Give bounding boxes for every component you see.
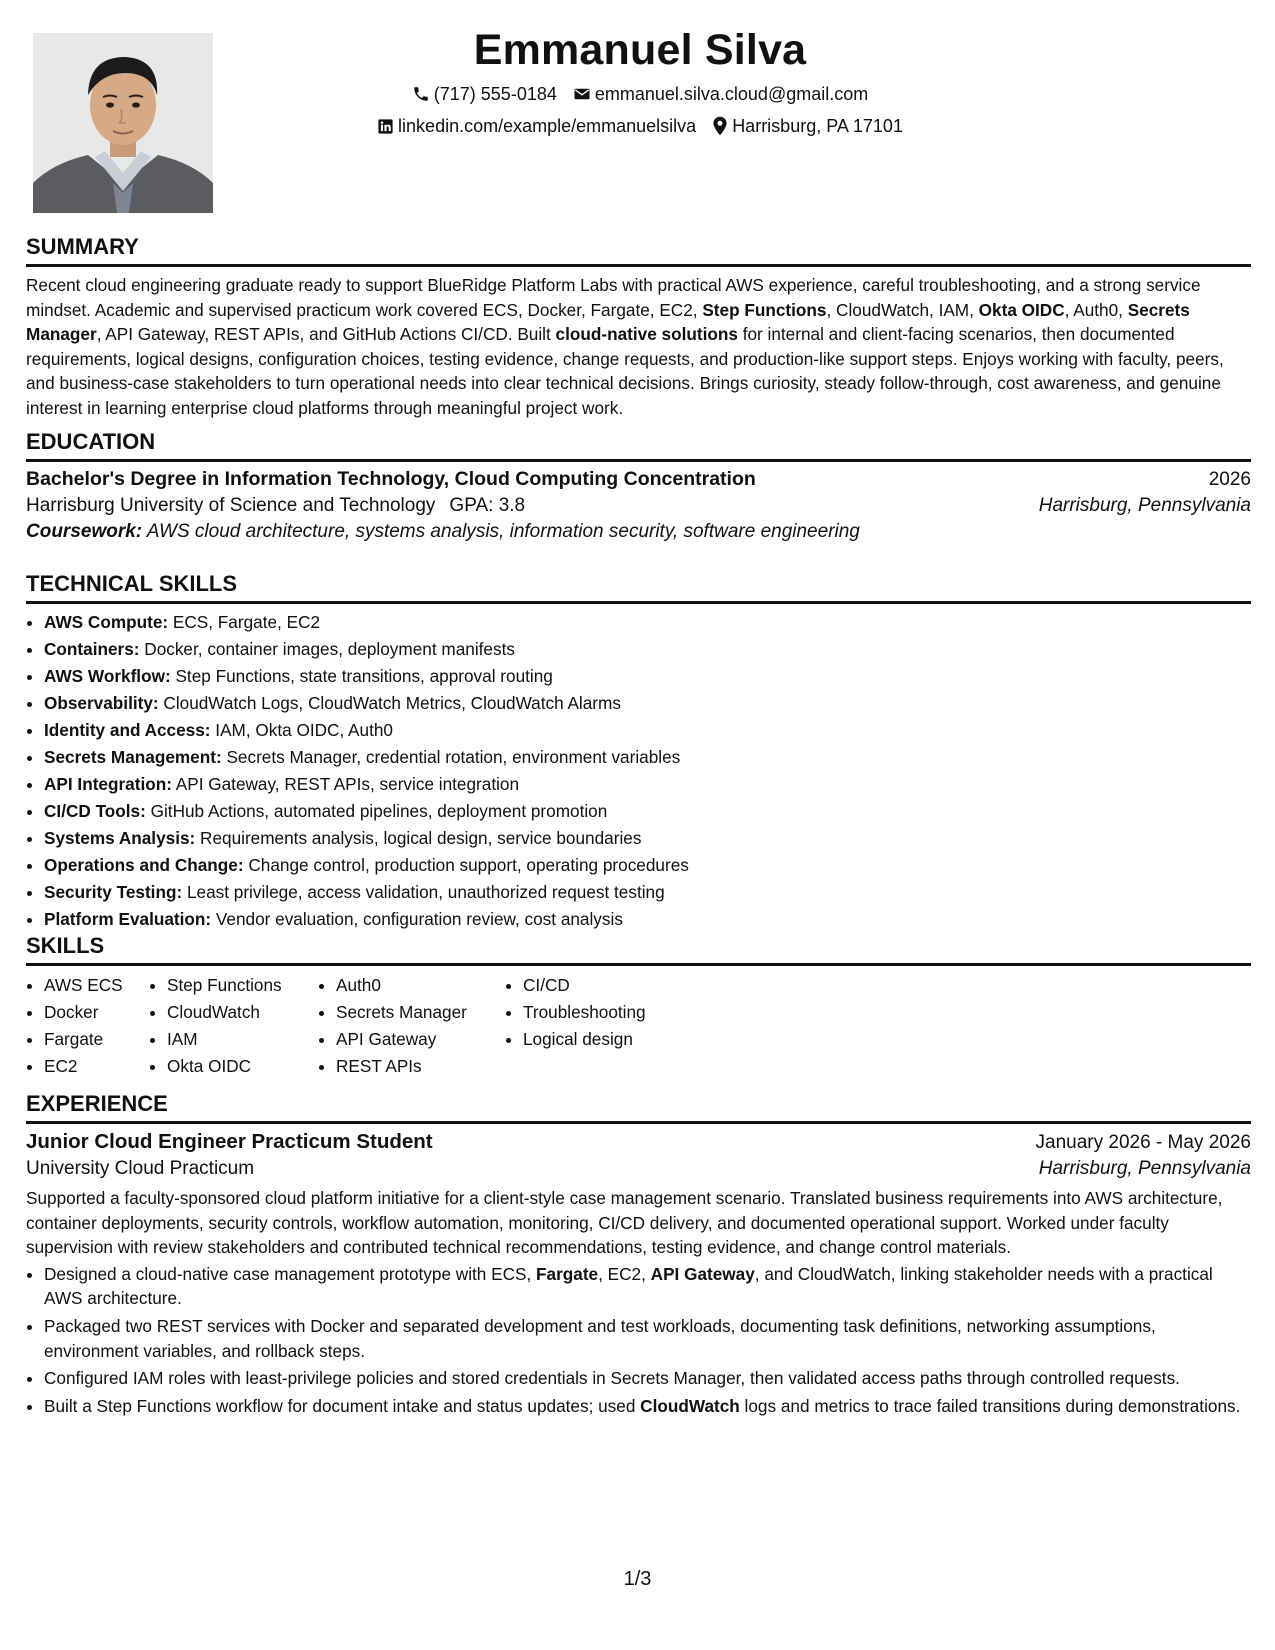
list-item: • Step Functions — [167, 972, 318, 999]
profile-photo — [33, 33, 213, 213]
linkedin-text[interactable]: linkedin.com/example/emmanuelsilva — [398, 116, 697, 136]
skill-category-value: Docker, container images, deployment manifests — [139, 639, 515, 659]
skills-heading: SKILLS — [26, 933, 1251, 966]
skill-category-value: CloudWatch Logs, CloudWatch Metrics, CloudWatch Alarms — [158, 693, 621, 713]
list-item — [44, 744, 1251, 771]
education-location: Harrisburg, Pennsylvania — [1038, 495, 1251, 516]
map-pin-icon — [712, 116, 728, 136]
text-segment: , API Gateway, REST APIs, and GitHub Actions CI/CD. Built — [96, 324, 556, 345]
text-segment: , Auth0, — [1064, 299, 1128, 320]
list-item — [44, 879, 1251, 906]
list-item — [44, 771, 1251, 798]
institution-name: Harrisburg University of Science and Technology — [26, 495, 436, 516]
job-bullets — [26, 1262, 1251, 1419]
skill-category-label: Platform Evaluation: — [44, 909, 212, 929]
list-item — [44, 1366, 1251, 1391]
text-segment: , EC2, — [598, 1263, 651, 1284]
job-summary: Supported a faculty-sponsored cloud platform initiative for a client-style case management scenario. Translated business requirements into AWS architecture, container deployments, security controls, workflow automation, monitoring, CI/CD delivery, and documented operational support. Worked under faculty supervision with review stakeholders and contributed technical recommendations, testing evidence, and change control materials. — [26, 1188, 1223, 1258]
technical-skills-list — [26, 609, 1251, 933]
location-contact — [712, 110, 903, 142]
skill-category-value: Step Functions, state transitions, approval routing — [170, 666, 553, 686]
list-item: • CloudWatch — [167, 999, 318, 1026]
text-segment: Packaged two REST services with Docker and separated development and test workloads, documenting task definitions, networking assumptions, environment variables, and rollback steps. — [44, 1315, 1156, 1361]
education-row-2 — [26, 495, 1251, 517]
skill-category-value: Vendor evaluation, configuration review, cost analysis — [211, 909, 623, 929]
skill-category-label: API Integration: — [44, 774, 172, 794]
skill-category-label: CI/CD Tools: — [44, 801, 146, 821]
skill-category-value: API Gateway, REST APIs, service integration — [171, 774, 520, 794]
experience-section — [26, 1091, 1251, 1421]
degree-title: Bachelor's Degree in Information Technology, Cloud Computing Concentration — [26, 468, 756, 490]
emphasis-text: Step Functions — [702, 299, 827, 320]
list-item — [44, 906, 1251, 933]
list-item: • Docker — [44, 999, 149, 1026]
institution-line — [26, 495, 525, 517]
skill-category-value: Change control, production support, operating procedures — [243, 855, 689, 875]
list-item: • Fargate — [44, 1026, 149, 1053]
technical-skills-heading: TECHNICAL SKILLS — [26, 571, 1251, 604]
emphasis-text: CloudWatch — [640, 1395, 740, 1416]
job-company-row — [26, 1158, 1251, 1180]
job-title: Junior Cloud Engineer Practicum Student — [26, 1130, 433, 1153]
emphasis-text: Secrets Manager — [26, 299, 1190, 345]
location-text: Harrisburg, PA 17101 — [732, 116, 903, 136]
job-dates: January 2026 - May 2026 — [1035, 1132, 1251, 1153]
skill-category-value: IAM, Okta OIDC, Auth0 — [210, 720, 393, 740]
job-location: Harrisburg, Pennsylvania — [1038, 1158, 1251, 1179]
skill-category-label: Observability: — [44, 693, 159, 713]
text-segment: , CloudWatch, IAM, — [826, 299, 979, 320]
skill-category-value: GitHub Actions, automated pipelines, deployment promotion — [145, 801, 608, 821]
skill-category-label: AWS Workflow: — [44, 666, 171, 686]
skill-category-label: AWS Compute: — [44, 612, 169, 632]
job-header-row — [26, 1130, 1251, 1154]
emphasis-text: API Gateway — [650, 1263, 755, 1284]
education-row-1 — [26, 468, 1251, 491]
text-segment: logs and metrics to trace failed transitions during demonstrations. — [739, 1395, 1241, 1416]
coursework-label: Coursework: — [26, 521, 143, 542]
text-segment: Built a Step Functions workflow for document intake and status updates; used — [44, 1395, 641, 1416]
skills-column — [149, 972, 318, 1080]
phone-contact — [412, 78, 557, 110]
emphasis-text: cloud-native solutions — [555, 324, 738, 345]
phone-icon — [412, 85, 430, 103]
linkedin-contact[interactable] — [377, 110, 696, 142]
text-segment: , and CloudWatch, linking stakeholder needs with a practical AWS architecture. — [44, 1263, 1213, 1309]
page-number: 1/3 — [623, 1568, 652, 1590]
experience-heading: EXPERIENCE — [26, 1091, 1251, 1124]
list-item: • Logical design — [523, 1026, 705, 1053]
job-company: University Cloud Practicum — [26, 1158, 255, 1179]
list-item: • Secrets Manager — [336, 999, 505, 1026]
list-item — [44, 825, 1251, 852]
skills-grid — [26, 972, 1251, 1080]
list-item: • IAM — [167, 1026, 318, 1053]
skill-category-value: Requirements analysis, logical design, service boundaries — [195, 828, 642, 848]
skill-category-label: Operations and Change: — [44, 855, 244, 875]
resume-header — [280, 22, 1000, 142]
email-contact[interactable] — [573, 78, 868, 110]
summary-text — [26, 273, 1251, 421]
list-item — [44, 690, 1251, 717]
list-item: • Okta OIDC — [167, 1053, 318, 1080]
list-item — [44, 852, 1251, 879]
list-item: • Auth0 — [336, 972, 505, 999]
skill-category-label: Identity and Access: — [44, 720, 211, 740]
summary-section — [26, 234, 1251, 421]
graduation-year: 2026 — [1208, 469, 1251, 490]
list-item: • CI/CD — [523, 972, 705, 999]
list-item — [44, 1314, 1251, 1363]
skill-category-label: Secrets Management: — [44, 747, 222, 767]
candidate-name: Emmanuel Silva — [473, 26, 807, 74]
coursework-line — [26, 521, 1251, 543]
list-item — [44, 663, 1251, 690]
skill-category-value: Least privilege, access validation, unauthorized request testing — [182, 882, 665, 902]
list-item: • EC2 — [44, 1053, 149, 1080]
text-segment: Designed a cloud-native case management prototype with ECS, — [44, 1263, 537, 1284]
linkedin-icon — [377, 118, 394, 135]
skill-category-value: Secrets Manager, credential rotation, environment variables — [221, 747, 681, 767]
list-item: • Troubleshooting — [523, 999, 705, 1026]
summary-heading: SUMMARY — [26, 234, 1251, 267]
email-text[interactable]: emmanuel.silva.cloud@gmail.com — [594, 84, 869, 104]
text-segment: Configured IAM roles with least-privilege policies and stored credentials in Secrets Manager, then validated access paths through controlled requests. — [44, 1368, 1180, 1389]
list-item: • API Gateway — [336, 1026, 505, 1053]
skill-category-label: Security Testing: — [44, 882, 183, 902]
coursework-text: AWS cloud architecture, systems analysis, information security, software engineering — [142, 521, 860, 542]
list-item — [44, 1394, 1251, 1419]
list-item: • AWS ECS — [44, 972, 149, 999]
skill-category-label: Containers: — [44, 639, 140, 659]
skills-section — [26, 933, 1251, 1080]
emphasis-text: Fargate — [536, 1263, 599, 1284]
gpa: GPA: 3.8 — [449, 495, 526, 516]
contact-line-1 — [280, 78, 1000, 110]
education-heading: EDUCATION — [26, 429, 1251, 462]
list-item — [44, 1262, 1251, 1311]
text-segment: Recent cloud engineering graduate ready to support BlueRidge Platform Labs with practical AWS experience, careful troubleshooting, and a strong service mindset. Academic and supervised practicum work covered ECS, Docker, Fargate, EC2, — [26, 275, 1201, 320]
envelope-icon — [573, 85, 591, 103]
phone-text: (717) 555-0184 — [433, 84, 557, 104]
skills-column — [26, 972, 149, 1080]
skill-category-label: Systems Analysis: — [44, 828, 196, 848]
education-section — [26, 429, 1251, 543]
emphasis-text: Okta OIDC — [978, 299, 1065, 320]
list-item — [44, 609, 1251, 636]
contact-line-2 — [280, 110, 1000, 142]
skills-column — [318, 972, 505, 1080]
list-item: • REST APIs — [336, 1053, 505, 1080]
skill-category-value: ECS, Fargate, EC2 — [168, 612, 321, 632]
text-segment: for internal and client-facing scenarios, then documented requirements, logical designs, configuration choices, testing evidence, change requests, and production-like support steps. Enjoys working with faculty, peers, and business-case stakeholders to turn operational needs into clear technical decisions. Brings curiosity, steady follow-through, cost awareness, and genuine interest in learning enterprise cloud platforms through meaningful project work. — [26, 324, 1224, 418]
list-item — [44, 717, 1251, 744]
list-item — [44, 798, 1251, 825]
skills-column — [505, 972, 705, 1080]
technical-skills-section — [26, 571, 1251, 933]
portrait-image — [33, 33, 213, 213]
list-item — [44, 636, 1251, 663]
